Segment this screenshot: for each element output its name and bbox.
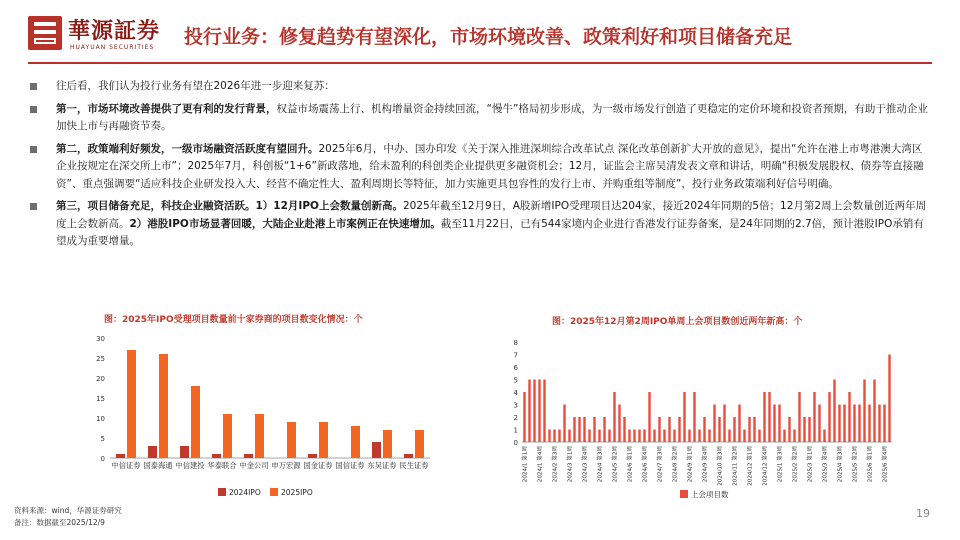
bar-weekly [733,417,735,442]
bullet-item [28,141,928,194]
page-number: 19 [916,507,930,520]
x-tick-label: 民生证券 [399,461,429,470]
bullet-bold-text: 第二，政策端利好频发，一级市场融资活跃度有望回升。 [56,142,319,155]
data-note: 备注：数据截至2025/12/9 [14,518,105,527]
bar-weekly [738,405,740,443]
bar-weekly [778,405,780,443]
y-tick-label: 0 [100,455,105,463]
bar-weekly [878,405,880,443]
page-header [0,0,960,64]
bar-weekly [748,417,750,442]
header-divider [28,62,932,64]
y-tick-label: 3 [513,401,518,410]
legend-label: 2025IPO [281,488,313,497]
bar-2024IPO [244,454,253,458]
bullet-text: 往后看，我们认为投行业务有望在2026年进一步迎来复苏： [56,80,335,92]
bar-2024IPO [148,446,157,458]
bullet-bold-text: 第三，项目储备充足，科技企业融资活跃。1）12月IPO上会数量创新高。 [56,200,403,212]
bar-weekly [648,392,650,442]
bar-weekly [833,380,835,443]
bar-weekly [723,405,725,443]
bar-weekly [753,417,755,442]
bar-weekly [628,430,630,443]
x-tick-label: 2024/6 第1周 [627,446,634,483]
bar-2025IPO [287,422,296,458]
bullet-item [28,198,928,251]
x-tick-label: 2025/6 第1周 [867,446,874,483]
bar-weekly [668,417,670,442]
bar-weekly [703,417,705,442]
bar-weekly [698,430,700,443]
bar-2024IPO [404,454,413,458]
bar-weekly [718,417,720,442]
x-tick-label: 2024/9 第1周 [687,446,694,483]
bar-weekly [713,405,715,443]
bar-weekly [678,417,680,442]
chart-title-left: 图：2025年IPO受理项目数量前十家券商的项目数变化情况：个 [104,315,363,325]
y-tick-label: 10 [96,415,105,423]
chart-left [90,328,440,504]
bar-weekly [848,392,850,442]
x-tick-label: 中金公司 [239,461,269,470]
bar-2025IPO [415,430,424,458]
y-tick-label: 7 [513,351,518,360]
bar-weekly [708,430,710,443]
bullet-text: 2025年6月，中办、国办印发《关于深入推进深圳综合改革试点 深化改革创新扩大开放的意见》，提出“允许在港上市粤港澳大湾区企业按规定在深交所上市”；2025年7月，科创板“1+6”新政落地，给未盈利的科创类企业提供更多融资机会；12月，证监会主席吴清发表文章和讲话，明确“积极发展股权、债券等直接融资”、重点强调要“适应科技企业研发投入大、经营不确定性大、盈利周期长等特征，加力实施更具包容性的发行上市、并购重组等制度”，投行业务政策端利好信号明确。 [56,142,924,190]
bar-weekly [563,405,565,443]
legend-label: 2024IPO [229,488,261,497]
bar-weekly [788,417,790,442]
bar-2025IPO [255,414,264,458]
bar-weekly [853,405,855,443]
bar-weekly [523,392,525,442]
y-tick-label: 4 [513,389,518,397]
x-tick-label: 2025/5 第2周 [852,446,859,483]
bullet-item [28,78,928,96]
bullet-text: 2025年截至12月9日，A股新增IPO受理项目达204家，接近2024年同期的5倍；12月第2周上会数量创近两年周度上会数新高。 [56,200,927,230]
bullet-square-icon [30,146,37,153]
bar-weekly [783,430,785,443]
bar-weekly [843,405,845,443]
x-tick-label: 2024/2 第3周 [552,446,559,483]
bar-2025IPO [351,426,360,458]
bar-weekly [793,430,795,443]
bar-weekly [763,392,765,442]
y-tick-label: 8 [513,339,518,347]
x-tick-label: 2024/6 第4周 [642,446,649,483]
page-title: 投行业务：修复趋势有望深化，市场环境改善、政策利好和项目储备充足 [184,26,793,48]
bullet-bold-text: 2）港股IPO市场显著回暖，大陆企业赴港上市案例正在快速增加。 [129,217,441,230]
logo-mark [28,16,62,50]
bar-weekly [663,430,665,443]
bar-2024IPO [180,446,189,458]
y-tick-label: 5 [513,376,518,385]
source-note: 资料来源：wind，华源证券研究 [14,506,122,515]
bar-weekly [583,417,585,442]
bar-weekly [813,392,815,442]
bar-weekly [568,430,570,443]
chart-title-right: 图：2025年12月第2周IPO单周上会项目数创近两年新高：个 [552,317,803,327]
bar-weekly [873,380,875,443]
bar-weekly [608,430,610,443]
bar-weekly [673,430,675,443]
x-tick-label: 东吴证券 [367,461,397,470]
x-tick-label: 2025/1 第3周 [777,446,784,483]
x-tick-label: 中信证券 [111,461,141,470]
bar-weekly [538,380,540,443]
bar-2025IPO [383,430,392,458]
x-tick-label: 2024/7 第3周 [657,446,664,483]
y-tick-label: 30 [96,335,105,343]
bar-weekly [693,392,695,442]
x-tick-label: 国金证券 [303,461,333,470]
bar-weekly [683,392,685,442]
bar-2024IPO [308,454,317,458]
y-tick-label: 15 [96,395,105,403]
bar-weekly [653,430,655,443]
bar-weekly [883,405,885,443]
bar-2025IPO [159,354,168,458]
y-tick-label: 1 [513,426,518,435]
legend-swatch-2024IPO [218,488,226,496]
bar-weekly [633,430,635,443]
bar-weekly [838,405,840,443]
x-tick-label: 2024/3 第4周 [582,446,589,483]
bar-2024IPO [116,454,125,458]
x-tick-label: 2025/2 第2周 [792,446,799,483]
y-tick-label: 20 [96,375,105,383]
bar-weekly [618,405,620,443]
bar-weekly [588,430,590,443]
bar-weekly [528,380,530,443]
bullet-text: 权益市场震荡上行、机构增量资金持续回流，“慢牛”格局初步形成，为一级市场发行创造了更稳定的定价环境和投资者预期，有助于推动企业加快上市与再融资节奏。 [56,102,928,132]
x-tick-label: 2024/12 第1周 [747,446,754,486]
bar-weekly [598,430,600,443]
x-tick-label: 2025/3 第1周 [807,446,814,483]
x-tick-label: 中信建投 [175,461,205,470]
x-tick-label: 2024/11 第2周 [732,446,739,486]
x-tick-label: 2024/1 第1周 [522,446,529,483]
x-tick-label: 2024/5 第2周 [612,446,619,483]
bar-weekly [543,380,545,443]
bullet-item [28,101,928,136]
y-tick-label: 6 [513,364,518,372]
bar-2025IPO [127,350,136,458]
bar-weekly [533,380,535,443]
x-tick-label: 2025/6 第4周 [882,446,889,483]
bar-weekly [623,417,625,442]
bar-weekly [548,430,550,443]
bar-weekly [593,417,595,442]
x-tick-label: 国信证券 [335,461,365,470]
bullet-square-icon [30,203,37,210]
x-tick-label: 2024/10 第3周 [717,446,724,486]
bar-weekly [863,380,865,443]
bar-weekly [643,430,645,443]
bar-weekly [613,392,615,442]
x-tick-label: 2024/1 第4周 [537,446,544,483]
legend-swatch [680,490,688,498]
bar-weekly [803,417,805,442]
x-tick-label: 2024/4 第3周 [597,446,604,483]
bar-weekly [743,430,745,443]
x-tick-label: 2024/9 第4周 [702,446,709,483]
bar-weekly [868,405,870,443]
bar-weekly [818,405,820,443]
x-tick-label: 2024/12 第4周 [762,446,769,486]
bar-weekly [688,430,690,443]
logo-subtext: HUAYUAN SECURITIES [70,44,155,51]
legend-label: 上会项目数 [691,490,729,499]
bar-weekly [578,417,580,442]
bar-weekly [603,417,605,442]
x-tick-label: 2024/8 第2周 [672,446,679,483]
bar-weekly [638,430,640,443]
legend-swatch-2025IPO [270,488,278,496]
bar-weekly [773,405,775,443]
bar-weekly [553,430,555,443]
x-tick-label: 国泰海通 [143,461,173,470]
bullet-text: 截至11月22日，已有544家境内企业进行香港发行证券备案，是24年同期的2.7倍，预计港股IPO承销有望成为重要增量。 [56,217,924,247]
bullet-square-icon [30,83,37,90]
x-tick-label: 2025/4 第3周 [837,446,844,483]
y-tick-label: 5 [100,435,105,443]
x-tick-label: 华泰联合 [207,461,237,470]
bar-weekly [658,417,660,442]
y-tick-label: 2 [513,414,518,422]
y-tick-label: 25 [96,355,105,363]
bar-2025IPO [223,414,232,458]
bar-2025IPO [191,386,200,458]
bullet-list [28,78,928,256]
bar-weekly [558,430,560,443]
bar-weekly [758,430,760,443]
x-tick-label: 2025/3 第4周 [822,446,829,483]
bar-weekly [823,430,825,443]
bar-2024IPO [212,454,221,458]
bar-weekly [798,392,800,442]
bar-weekly [828,392,830,442]
bar-weekly [888,355,890,443]
bar-weekly [858,405,860,443]
bar-weekly [573,417,575,442]
y-tick-label: 0 [513,439,518,447]
bar-weekly [768,392,770,442]
bar-2024IPO [372,442,381,458]
logo-text: 華源証券 [68,18,161,44]
bar-weekly [808,417,810,442]
x-tick-label: 申万宏源 [271,461,301,470]
bullet-bold-text: 第一，市场环境改善提供了更有利的发行背景， [56,102,277,115]
chart-right [500,334,900,504]
bar-2025IPO [319,422,328,458]
bar-weekly [728,430,730,443]
x-tick-label: 2024/3 第1周 [567,446,574,483]
bullet-square-icon [30,106,37,113]
